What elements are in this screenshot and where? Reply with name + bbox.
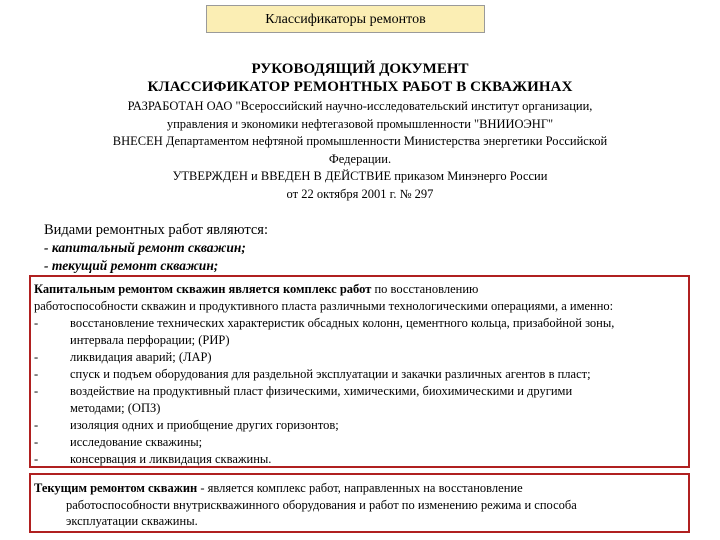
list-item-text-cont: интервала перфорации; (РИР) <box>70 333 230 347</box>
list-item-text: спуск и подъем оборудования для раздельной эксплуатации и закачки различных агентов в пласт; <box>70 367 591 381</box>
list-item-text-cont: методами; (ОПЗ) <box>70 401 161 415</box>
capital-repair-intro-line2: работоспособности скважин и продуктивного пласта различными технологическими операциями, а именно: <box>34 299 614 313</box>
slide-title: Классификаторы ремонтов <box>206 5 485 33</box>
doc-title-heading: КЛАССИФИКАТОР РЕМОНТНЫХ РАБОТ В СКВАЖИНАХ <box>147 79 573 95</box>
list-item-text: консервация и ликвидация скважины. <box>70 452 272 466</box>
current-repair-term: Текущим ремонтом скважин <box>34 481 198 495</box>
developed-by-line-2: управления и экономики нефтегазовой промышленности "ВНИИОЭНГ" <box>166 116 554 131</box>
approved-line-2: от 22 октября 2001 г. № 297 <box>286 186 434 201</box>
list-item-text: исследование скважины; <box>70 435 203 449</box>
document-header <box>0 60 720 203</box>
current-repair-definition-box <box>29 473 690 533</box>
list-item <box>34 366 686 383</box>
introduced-by-line-2: Федерации. <box>328 151 392 166</box>
current-repair-intro-rest: - является комплекс работ, направленных на восстановление <box>197 481 523 495</box>
list-item <box>34 451 686 468</box>
current-repair-line3: эксплуатации скважины. <box>66 514 198 528</box>
repair-type-capital: - капитальный ремонт скважин; <box>44 240 246 255</box>
list-dash: - <box>34 384 39 398</box>
list-item <box>34 417 686 434</box>
list-item-text: ликвидация аварий; (ЛАР) <box>70 350 212 364</box>
list-dash: - <box>34 418 39 432</box>
repair-types-lead: Видами ремонтных работ являются: <box>44 222 268 238</box>
list-dash: - <box>34 435 39 449</box>
capital-repair-definition-box <box>29 275 690 468</box>
list-item-text: воздействие на продуктивный пласт физическими, химическими, биохимическими и другими <box>70 384 573 398</box>
doc-type-heading: РУКОВОДЯЩИЙ ДОКУМЕНТ <box>251 61 469 77</box>
capital-repair-term: Капитальным ремонтом скважин является комплекс работ <box>34 282 372 296</box>
list-item <box>34 383 686 417</box>
list-dash: - <box>34 367 39 381</box>
introduced-by-line-1: ВНЕСЕН Департаментом нефтяной промышленности Министерства энергетики Российской <box>112 134 608 148</box>
list-item-text: изоляция одних и приобщение других горизонтов; <box>70 418 339 432</box>
capital-repair-intro-rest: по восстановлению <box>371 282 479 296</box>
list-item <box>34 349 686 366</box>
list-dash: - <box>34 316 39 330</box>
list-item <box>34 315 686 349</box>
list-item-text: восстановление технических характеристик обсадных колонн, цементного кольца, призабойной зоны, <box>70 316 615 330</box>
current-repair-line2: работоспособности внутрискважинного оборудования и работ по изменению режима и способа <box>66 497 577 512</box>
approved-line-1: УТВЕРЖДЕН и ВВЕДЕН В ДЕЙСТВИЕ приказом Минэнерго России <box>172 169 548 183</box>
current-repair-intro <box>34 480 686 497</box>
capital-repair-intro <box>34 281 686 298</box>
repair-types-list <box>44 221 268 275</box>
repair-type-current: - текущий ремонт скважин; <box>44 258 219 273</box>
developed-by-line-1: РАЗРАБОТАН ОАО "Всероссийский научно-исследовательский институт организации, <box>127 99 593 113</box>
list-dash: - <box>34 350 39 364</box>
list-dash: - <box>34 452 39 466</box>
list-item <box>34 434 686 451</box>
